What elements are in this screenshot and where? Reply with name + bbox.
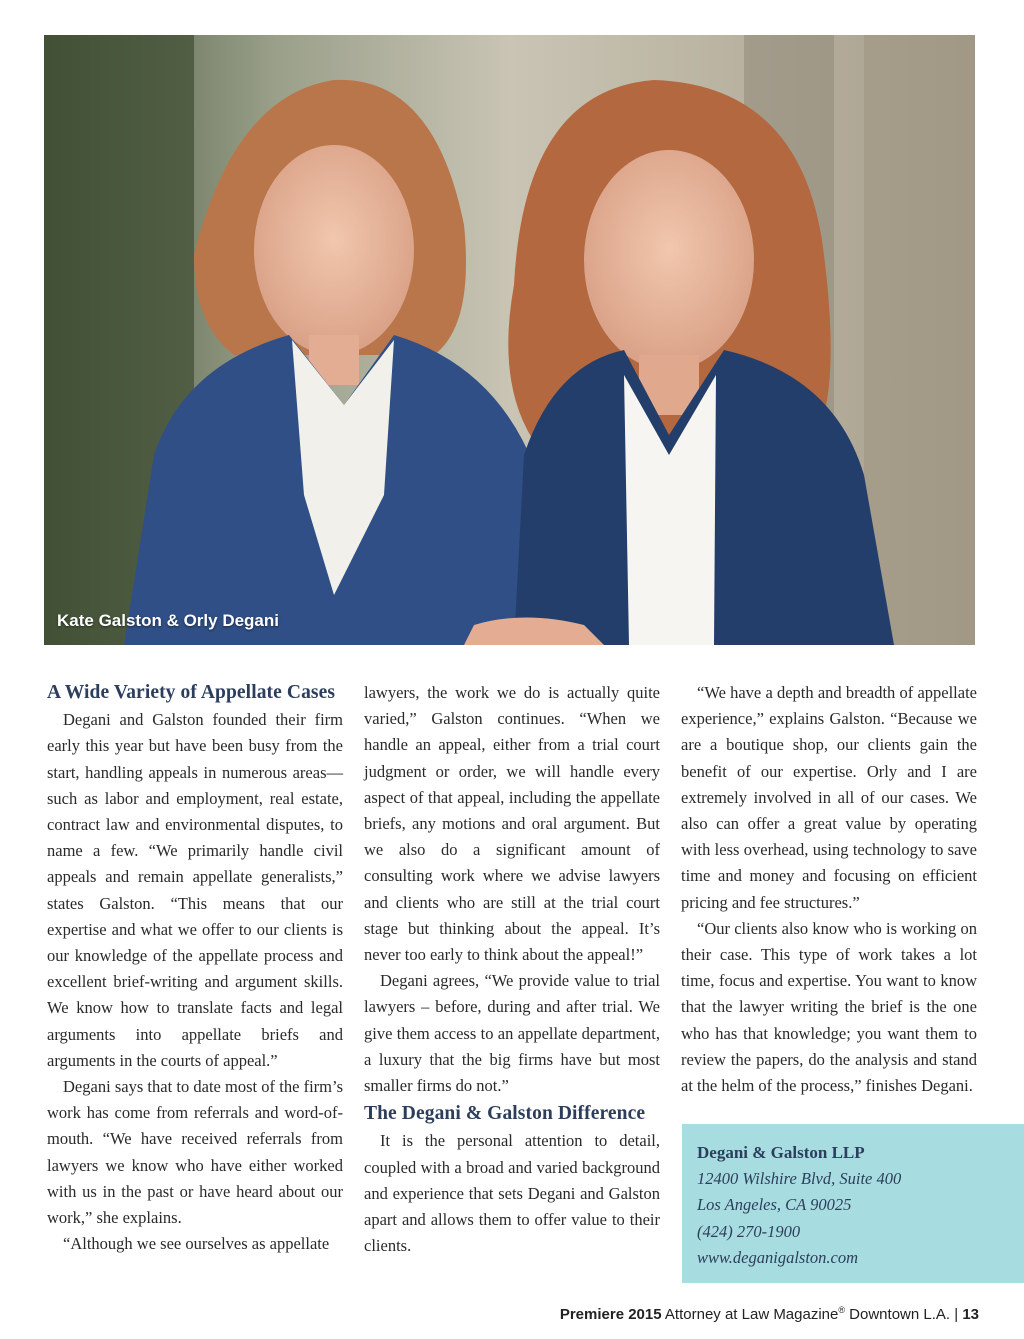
article-column-3 [681,680,977,1099]
website-link[interactable]: www.deganigalston.com [697,1248,859,1268]
contact-box [682,1124,1024,1283]
paragraph: lawyers, the work we do is actually quite varied,” Galston continues. “When we handle an appeal, either from a trial court judgment or order, we will handle every aspect of that appeal, including the appellate briefs, any motions and oral argument. But we also do a significant amount of consulting work where we advise lawyers and clients who are still at the trial court stage but thinking about the appeal. It’s never too early to think about the appeal!” [364,683,660,965]
registered-mark: ® [838,1305,845,1315]
page-number: 13 [962,1306,979,1323]
paragraph: “We have a depth and breadth of appellate experience,” explains Galston. “Because we are a boutique shop, our clients gain the benefit of our expertise. Orly and I are extremely involved in all of our cases. We also can offer a great value by operating with less overhead, using technology to save time and money and focusing on efficient pricing and fee structures.” [681,683,977,912]
section-heading-appellate-cases: A Wide Variety of Appellate Cases [47,682,336,703]
paragraph: It is the personal attention to detail, coupled with a broad and varied background and experience that sets Degani and Galston apart and allows them to offer value to their clients. [364,1131,660,1256]
paragraph: “Our clients also know who is working on their case. This type of work takes a lot time, focus and expertise. You want to know that the lawyer writing the brief is the one who has that knowledge; you want them to review the papers, do the analysis and stand at the helm of the process,” finishes Degani. [681,918,977,1096]
paragraph: Degani says that to date most of the firm’s work has come from referrals and word-of-mouth. “We have received referrals from lawyers we know who have either worked with us in the past or have heard about our work,” she explains. [47,1077,343,1228]
magazine-name: Attorney at Law Magazine [664,1306,839,1323]
section-heading-difference: The Degani & Galston Difference [364,1103,646,1125]
paragraph: Degani and Galston founded their firm early this year but have been busy from the start, handling appeals in numerous areas—such as labor and employment, real estate, contract law and environmental disputes, to name a few. “We primarily handle civil appeals and remain appellate generalists,” states Galston. “This means that our expertise and what we offer to our clients is our knowledge of the appellate process and excellent brief-writing and argument skills. We know how to translate facts and legal arguments into appellate briefs and arguments in the courts of appeal.” [47,710,343,1070]
footer-separator: | [954,1306,959,1323]
paragraph: Degani agrees, “We provide value to trial lawyers – before, during and after trial. We give them access to an appellate department, a luxury that the big firms have but most smaller firms do not.” [364,971,660,1096]
address-line: 12400 Wilshire Blvd, Suite 400 [697,1169,902,1188]
portrait-image [44,35,975,645]
paragraph: “Although we see ourselves as appellate [63,1234,330,1254]
firm-name: Degani & Galston LLP [697,1143,865,1162]
city-line: Los Angeles, CA 90025 [697,1195,852,1215]
phone-number: (424) 270-1900 [697,1221,801,1241]
photo-caption: Kate Galston & Orly Degani [57,611,279,630]
portrait-photo [44,35,975,645]
edition-label: Premiere 2015 [559,1306,662,1323]
article-column-2 [364,680,660,1259]
region-label: Downtown L.A. [849,1306,951,1323]
article-column-1 [47,680,343,1257]
page-footer [560,1305,979,1323]
